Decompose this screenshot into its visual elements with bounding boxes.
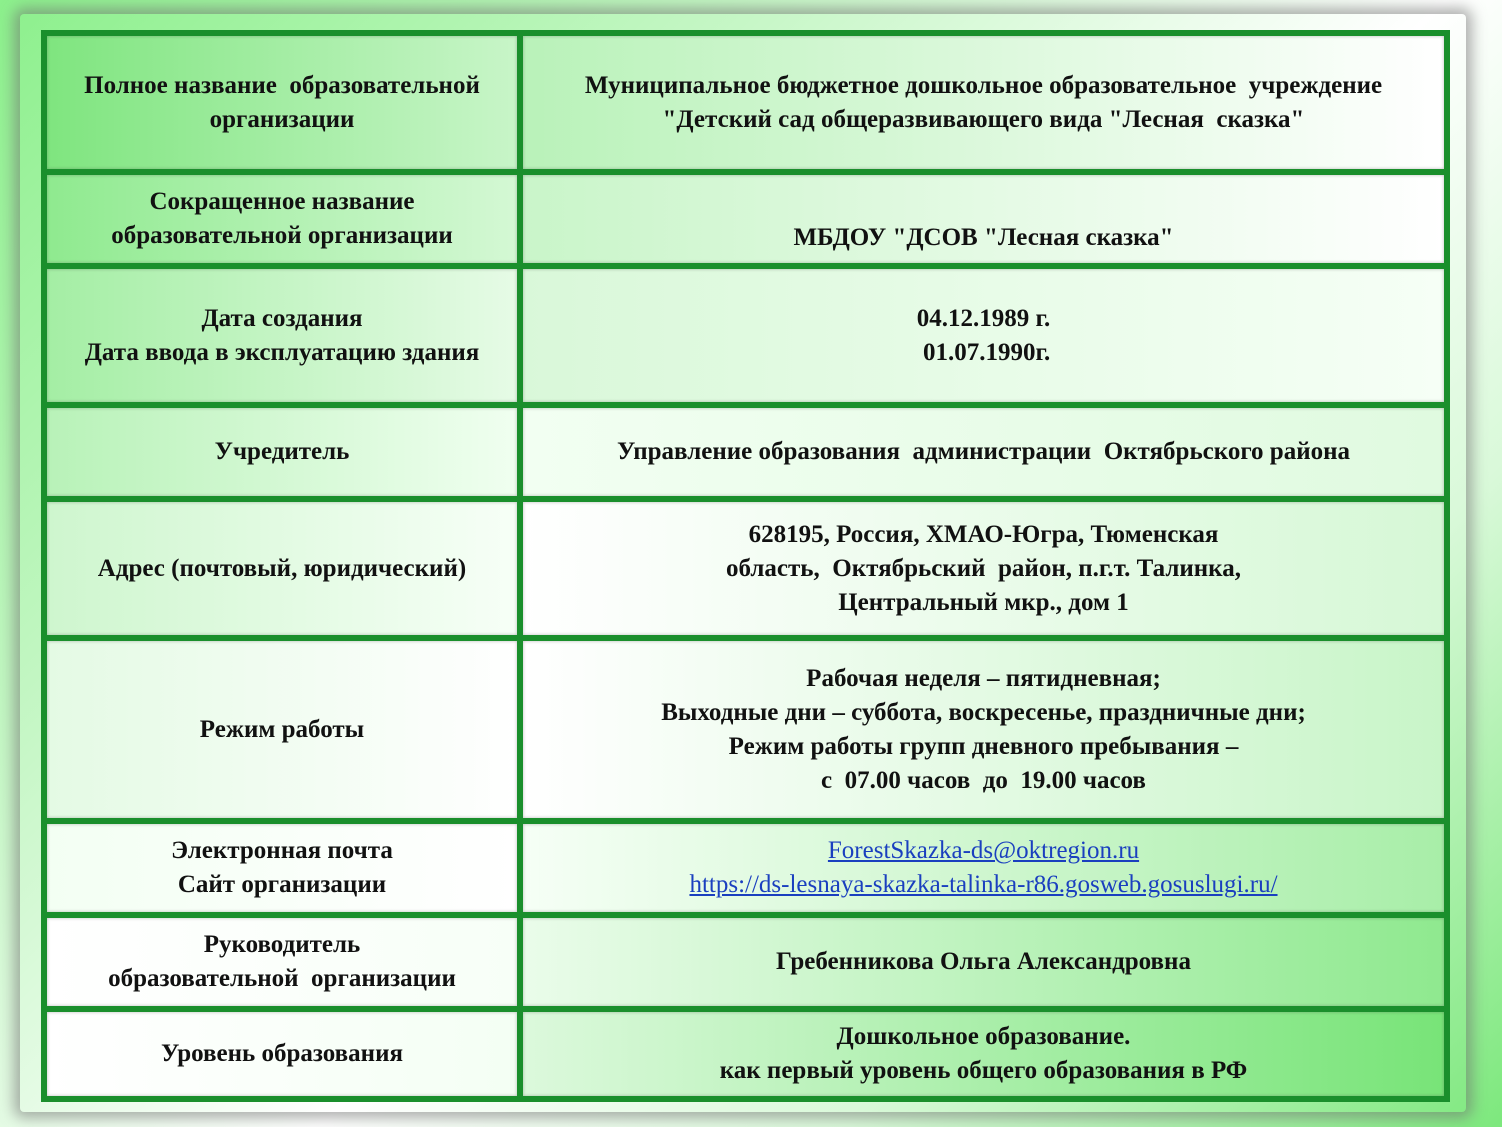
founder-label: Учредитель xyxy=(44,405,520,499)
organization-info-table xyxy=(41,30,1450,1102)
short-name-label: Сокращенное название образовательной организации xyxy=(44,172,520,266)
website-link[interactable]: https://ds-lesnaya-skazka-talinka-r86.gosweb.gosuslugi.ru/ xyxy=(689,871,1278,898)
work-schedule-value: Рабочая неделя – пятидневная; Выходные дни – суббота, воскресенье, праздничные дни; Режим работы групп дневного пребывания – с 07.00 часов до 19.00 часов xyxy=(520,638,1447,821)
table-row xyxy=(44,638,1447,821)
dates-label: Дата создания Дата ввода в эксплуатацию здания xyxy=(44,266,520,405)
table-row xyxy=(44,405,1447,499)
head-value: Гребенникова Ольга Александровна xyxy=(520,915,1447,1009)
table-row xyxy=(44,915,1447,1009)
short-name-value: МБДОУ "ДСОВ "Лесная сказка" xyxy=(520,172,1447,266)
table-row xyxy=(44,1009,1447,1099)
table-row xyxy=(44,266,1447,405)
table-row xyxy=(44,33,1447,172)
full-name-label: Полное название образовательной организации xyxy=(44,33,520,172)
address-value: 628195, Россия, ХМАО-Югра, Тюменская область, Октябрьский район, п.г.т. Талинка, Центральный мкр., дом 1 xyxy=(520,499,1447,638)
table-row xyxy=(44,821,1447,915)
founder-value: Управление образования администрации Октябрьского района xyxy=(520,405,1447,499)
table-row xyxy=(44,499,1447,638)
full-name-value: Муниципальное бюджетное дошкольное образовательное учреждение "Детский сад общеразвивающего вида "Лесная сказка" xyxy=(520,33,1447,172)
contacts-value xyxy=(520,821,1447,915)
head-label: Руководитель образовательной организации xyxy=(44,915,520,1009)
education-level-value: Дошкольное образование. как первый уровень общего образования в РФ xyxy=(520,1009,1447,1099)
address-label: Адрес (почтовый, юридический) xyxy=(44,499,520,638)
table-row xyxy=(44,172,1447,266)
education-level-label: Уровень образования xyxy=(44,1009,520,1099)
work-schedule-label: Режим работы xyxy=(44,638,520,821)
contacts-label: Электронная почта Сайт организации xyxy=(44,821,520,915)
email-link[interactable]: ForestSkazka-ds@oktregion.ru xyxy=(827,837,1140,864)
dates-value: 04.12.1989 г. 01.07.1990г. xyxy=(520,266,1447,405)
